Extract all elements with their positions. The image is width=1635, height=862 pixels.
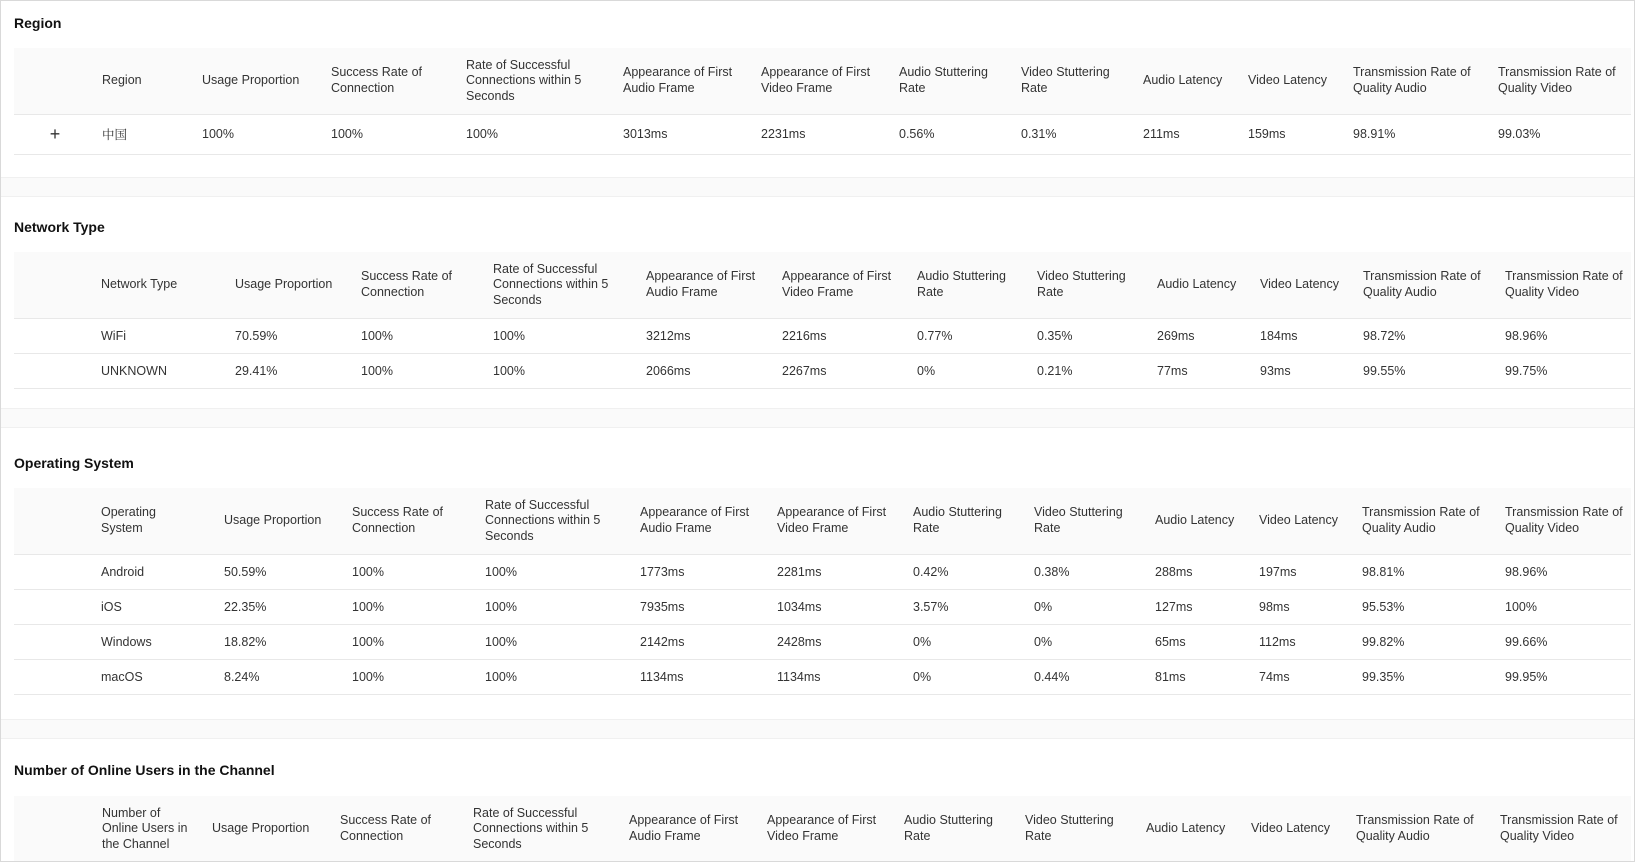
table-cell: 211ms [1143, 114, 1248, 154]
table-cell: 100% [331, 114, 466, 154]
table-cell: 3013ms [623, 114, 761, 154]
table-cell: 98.72% [1363, 318, 1505, 353]
section-title-online-users: Number of Online Users in the Channel [14, 762, 275, 778]
table-cell: 95.53% [1362, 589, 1505, 624]
table-header-row [14, 48, 1631, 114]
column-header[interactable]: Transmission Rate of Quality Video [1498, 48, 1631, 114]
table-cell: 2216ms [782, 318, 917, 353]
table-cell: 100% [352, 659, 485, 694]
table-cell: 50.59% [224, 554, 352, 589]
column-header[interactable]: Number of Online Users in the Channel [102, 796, 212, 862]
table-cell: 1034ms [777, 589, 913, 624]
table-cell: 0% [913, 624, 1034, 659]
column-header[interactable]: Video Stuttering Rate [1037, 252, 1157, 318]
section-divider [1, 177, 1634, 197]
section-title-region: Region [14, 15, 62, 31]
column-header[interactable]: Video Stuttering Rate [1021, 48, 1143, 114]
column-header[interactable]: Audio Stuttering Rate [913, 488, 1034, 554]
table-cell: iOS [101, 589, 224, 624]
column-header[interactable]: Audio Stuttering Rate [904, 796, 1025, 862]
column-header[interactable]: Success Rate of Connection [340, 796, 473, 862]
table-cell: 3.57% [913, 589, 1034, 624]
column-header[interactable]: Transmission Rate of Quality Video [1505, 488, 1631, 554]
table-cell: 100% [361, 318, 493, 353]
table-cell: 98.81% [1362, 554, 1505, 589]
table-cell: 100% [352, 554, 485, 589]
column-header[interactable]: Video Latency [1248, 48, 1353, 114]
column-header[interactable]: Audio Latency [1143, 48, 1248, 114]
table-cell: 18.82% [224, 624, 352, 659]
column-header[interactable]: Video Stuttering Rate [1025, 796, 1146, 862]
table-cell: 3212ms [646, 318, 782, 353]
region-table [14, 48, 1631, 155]
table-cell: 100% [361, 353, 493, 388]
table-cell [14, 318, 101, 353]
column-header[interactable]: Rate of Successful Connections within 5 Seconds [493, 252, 646, 318]
table-cell: 74ms [1259, 659, 1362, 694]
table-cell: 0.38% [1034, 554, 1155, 589]
column-header[interactable]: Success Rate of Connection [352, 488, 485, 554]
column-header[interactable]: Transmission Rate of Quality Audio [1356, 796, 1500, 862]
region-section [1, 1, 1634, 196]
column-header[interactable]: Operating System [101, 488, 224, 554]
table-header-row [14, 252, 1631, 318]
table-row [14, 318, 1631, 353]
column-header[interactable]: Transmission Rate of Quality Audio [1353, 48, 1498, 114]
column-header[interactable]: Appearance of First Video Frame [767, 796, 904, 862]
column-header[interactable]: Network Type [101, 252, 235, 318]
table-cell [14, 659, 101, 694]
column-header[interactable]: Usage Proportion [202, 48, 331, 114]
column-header[interactable]: Appearance of First Video Frame [761, 48, 899, 114]
table-cell: macOS [101, 659, 224, 694]
column-header[interactable]: Appearance of First Video Frame [777, 488, 913, 554]
table-cell: 159ms [1248, 114, 1353, 154]
column-header[interactable]: Audio Latency [1155, 488, 1259, 554]
column-header[interactable]: Usage Proportion [224, 488, 352, 554]
column-header [14, 252, 101, 318]
table-cell: 99.55% [1363, 353, 1505, 388]
table-cell: 0% [1034, 624, 1155, 659]
table-row [14, 554, 1631, 589]
table-cell: 100% [485, 659, 640, 694]
table-cell: 2281ms [777, 554, 913, 589]
column-header[interactable]: Appearance of First Video Frame [782, 252, 917, 318]
table-cell: 0.56% [899, 114, 1021, 154]
table-cell: 1134ms [640, 659, 777, 694]
table-cell: 99.35% [1362, 659, 1505, 694]
column-header [14, 796, 102, 862]
table-cell: 0% [913, 659, 1034, 694]
expand-row-icon[interactable]: + [14, 114, 102, 154]
network-type-section [1, 197, 1634, 422]
table-cell: 2428ms [777, 624, 913, 659]
table-cell: 0% [1034, 589, 1155, 624]
column-header[interactable]: Transmission Rate of Quality Audio [1363, 252, 1505, 318]
column-header[interactable]: Video Latency [1259, 488, 1362, 554]
table-cell: 99.82% [1362, 624, 1505, 659]
column-header [14, 488, 101, 554]
column-header[interactable]: Appearance of First Audio Frame [646, 252, 782, 318]
table-cell: 100% [202, 114, 331, 154]
operating-system-table [14, 488, 1631, 695]
table-cell: 93ms [1260, 353, 1363, 388]
table-cell: 2066ms [646, 353, 782, 388]
column-header[interactable]: Success Rate of Connection [331, 48, 466, 114]
column-header [14, 48, 102, 114]
table-cell: Windows [101, 624, 224, 659]
table-cell: 98ms [1259, 589, 1362, 624]
table-cell: 0.42% [913, 554, 1034, 589]
table-cell: 0% [917, 353, 1037, 388]
online-users-table [14, 796, 1631, 862]
column-header[interactable]: Video Stuttering Rate [1034, 488, 1155, 554]
table-cell: 2142ms [640, 624, 777, 659]
column-header[interactable]: Transmission Rate of Quality Video [1505, 252, 1631, 318]
table-cell: 81ms [1155, 659, 1259, 694]
table-cell: 29.41% [235, 353, 361, 388]
table-cell: 100% [1505, 589, 1631, 624]
table-cell: 100% [485, 624, 640, 659]
table-cell: 0.35% [1037, 318, 1157, 353]
table-cell [14, 353, 101, 388]
table-cell [14, 554, 101, 589]
table-cell: 98.91% [1353, 114, 1498, 154]
column-header[interactable]: Appearance of First Audio Frame [640, 488, 777, 554]
table-cell: 0.77% [917, 318, 1037, 353]
section-divider [1, 719, 1634, 739]
column-header[interactable]: Usage Proportion [235, 252, 361, 318]
table-cell: 7935ms [640, 589, 777, 624]
table-cell: 2231ms [761, 114, 899, 154]
online-users-section [1, 739, 1634, 862]
column-header[interactable]: Audio Stuttering Rate [899, 48, 1021, 114]
table-cell: 99.03% [1498, 114, 1631, 154]
table-cell: 0.31% [1021, 114, 1143, 154]
table-cell: 2267ms [782, 353, 917, 388]
table-cell: 1773ms [640, 554, 777, 589]
table-cell: WiFi [101, 318, 235, 353]
operating-system-section [1, 428, 1634, 718]
table-cell [14, 589, 101, 624]
table-row [14, 353, 1631, 388]
table-cell: 0.44% [1034, 659, 1155, 694]
table-cell: 65ms [1155, 624, 1259, 659]
column-header[interactable]: Video Latency [1251, 796, 1356, 862]
column-header[interactable]: Rate of Successful Connections within 5 Seconds [485, 488, 640, 554]
table-cell: 100% [466, 114, 623, 154]
column-header[interactable]: Audio Latency [1157, 252, 1260, 318]
table-cell: 127ms [1155, 589, 1259, 624]
table-cell: UNKNOWN [101, 353, 235, 388]
table-row [14, 589, 1631, 624]
column-header[interactable]: Video Latency [1260, 252, 1363, 318]
column-header[interactable]: Appearance of First Audio Frame [623, 48, 761, 114]
column-header[interactable]: Region [102, 48, 202, 114]
column-header[interactable]: Usage Proportion [212, 796, 340, 862]
section-title-network-type: Network Type [14, 219, 105, 235]
column-header[interactable]: Audio Latency [1146, 796, 1251, 862]
column-header[interactable]: Audio Stuttering Rate [917, 252, 1037, 318]
table-cell: 112ms [1259, 624, 1362, 659]
table-cell: 中国 [102, 114, 202, 154]
table-header-row [14, 796, 1631, 862]
table-cell: 0.21% [1037, 353, 1157, 388]
table-cell: 100% [352, 589, 485, 624]
section-title-operating-system: Operating System [14, 455, 134, 471]
section-divider [1, 408, 1634, 428]
column-header[interactable]: Rate of Successful Connections within 5 Seconds [466, 48, 623, 114]
table-cell: 22.35% [224, 589, 352, 624]
column-header[interactable]: Transmission Rate of Quality Video [1500, 796, 1631, 862]
table-cell: 99.75% [1505, 353, 1631, 388]
network-type-table [14, 252, 1631, 389]
table-cell: 98.96% [1505, 318, 1631, 353]
table-cell: 197ms [1259, 554, 1362, 589]
table-cell: 77ms [1157, 353, 1260, 388]
column-header[interactable]: Success Rate of Connection [361, 252, 493, 318]
table-cell: 100% [485, 554, 640, 589]
column-header[interactable]: Transmission Rate of Quality Audio [1362, 488, 1505, 554]
table-cell: 288ms [1155, 554, 1259, 589]
table-row [14, 624, 1631, 659]
table-cell [14, 624, 101, 659]
table-cell: 1134ms [777, 659, 913, 694]
table-cell: 8.24% [224, 659, 352, 694]
table-cell: 100% [493, 353, 646, 388]
table-cell: 100% [485, 589, 640, 624]
table-cell: 98.96% [1505, 554, 1631, 589]
column-header[interactable]: Rate of Successful Connections within 5 Seconds [473, 796, 629, 862]
table-row [14, 114, 1631, 154]
table-cell: 269ms [1157, 318, 1260, 353]
table-cell: 100% [352, 624, 485, 659]
table-cell: Android [101, 554, 224, 589]
column-header[interactable]: Appearance of First Audio Frame [629, 796, 767, 862]
table-cell: 70.59% [235, 318, 361, 353]
table-cell: 99.95% [1505, 659, 1631, 694]
table-cell: 100% [493, 318, 646, 353]
table-cell: 99.66% [1505, 624, 1631, 659]
table-cell: 184ms [1260, 318, 1363, 353]
table-header-row [14, 488, 1631, 554]
table-row [14, 659, 1631, 694]
